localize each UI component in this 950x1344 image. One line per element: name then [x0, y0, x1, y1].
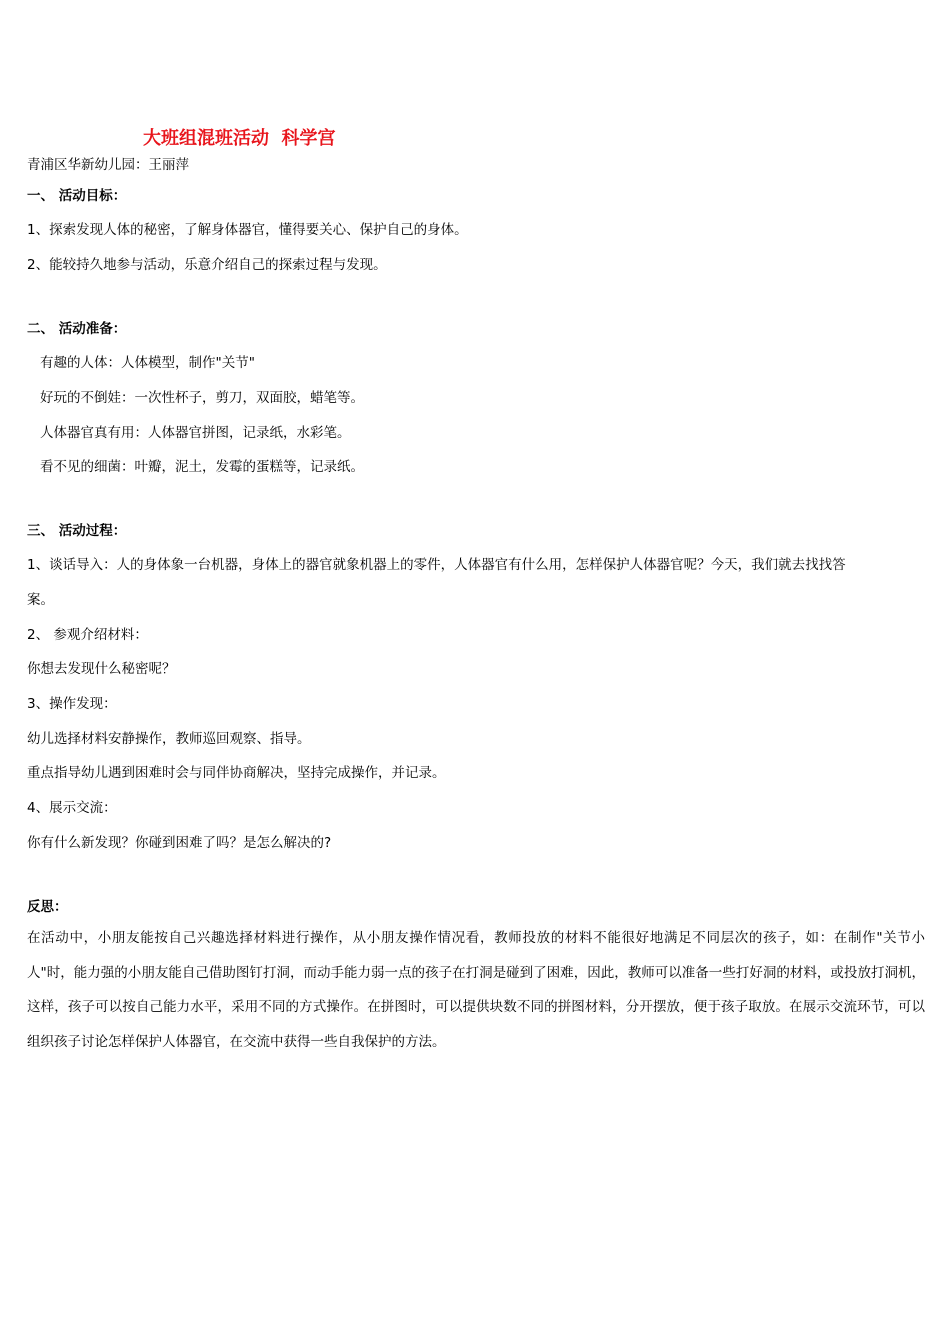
- process-heading: 三、 活动过程：: [27, 523, 127, 539]
- process-step1-line1: 1、谈话导入：人的身体象一台机器，身体上的器官就象机器上的零件，人体器官有什么用，怎样保护人体器官呢？今天，我们就去找找答: [27, 557, 846, 573]
- process-step4: 4、展示交流：: [27, 800, 117, 816]
- process-step2: 2、 参观介绍材料：: [27, 627, 148, 643]
- process-step3-detail: 重点指导幼儿遇到困难时会与同伴协商解决，坚持完成操作，并记录。: [27, 765, 446, 781]
- reflection-heading: 反思：: [27, 899, 68, 915]
- author-line: 青浦区华新幼儿园：王丽萍: [27, 157, 189, 173]
- prep-item: 好玩的不倒娃：一次性杯子，剪刀，双面胶，蜡笔等。: [40, 390, 364, 406]
- document-title: 大班组混班活动 科学宫: [143, 128, 336, 149]
- process-step1-line2: 案。: [27, 592, 54, 608]
- process-step3: 3、操作发现：: [27, 696, 117, 712]
- prep-item: 人体器官真有用：人体器官拼图，记录纸，水彩笔。: [40, 425, 351, 441]
- prep-item: 有趣的人体：人体模型，制作"关节": [40, 355, 255, 371]
- goals-heading: 一、 活动目标：: [27, 188, 127, 204]
- goal-item: 2、能较持久地参与活动，乐意介绍自己的探索过程与发现。: [27, 257, 387, 273]
- process-step4-detail: 你有什么新发现？你碰到困难了吗？是怎么解决的?: [27, 835, 332, 851]
- prep-item: 看不见的细菌：叶瓣，泥土，发霉的蛋糕等，记录纸。: [40, 459, 364, 475]
- reflection-paragraph: 在活动中，小朋友能按自己兴趣选择材料进行操作，从小朋友操作情况看，教师投放的材料不能很好地满足不同层次的孩子，如：在制作"关节小人"时，能力强的小朋友能自己借助图钉打洞，而动手能力弱一点的孩子在打洞是碰到了困难，因此，教师可以准备一些打好洞的材料，或投放打洞机，这样，孩子可以按自己能力水平，采用不同的方式操作。在拼图时，可以提供块数不同的拼图材料，分开摆放，便于孩子取放。在展示交流环节，可以组织孩子讨论怎样保护人体器官，在交流中获得一些自我保护的方法。: [27, 930, 925, 1051]
- process-step3-detail: 幼儿选择材料安静操作，教师巡回观察、指导。: [27, 731, 311, 747]
- goal-item: 1、探索发现人体的秘密，了解身体器官，懂得要关心、保护自己的身体。: [27, 222, 468, 238]
- process-step2-detail: 你想去发现什么秘密呢？: [27, 661, 176, 677]
- prep-heading: 二、 活动准备：: [27, 321, 127, 337]
